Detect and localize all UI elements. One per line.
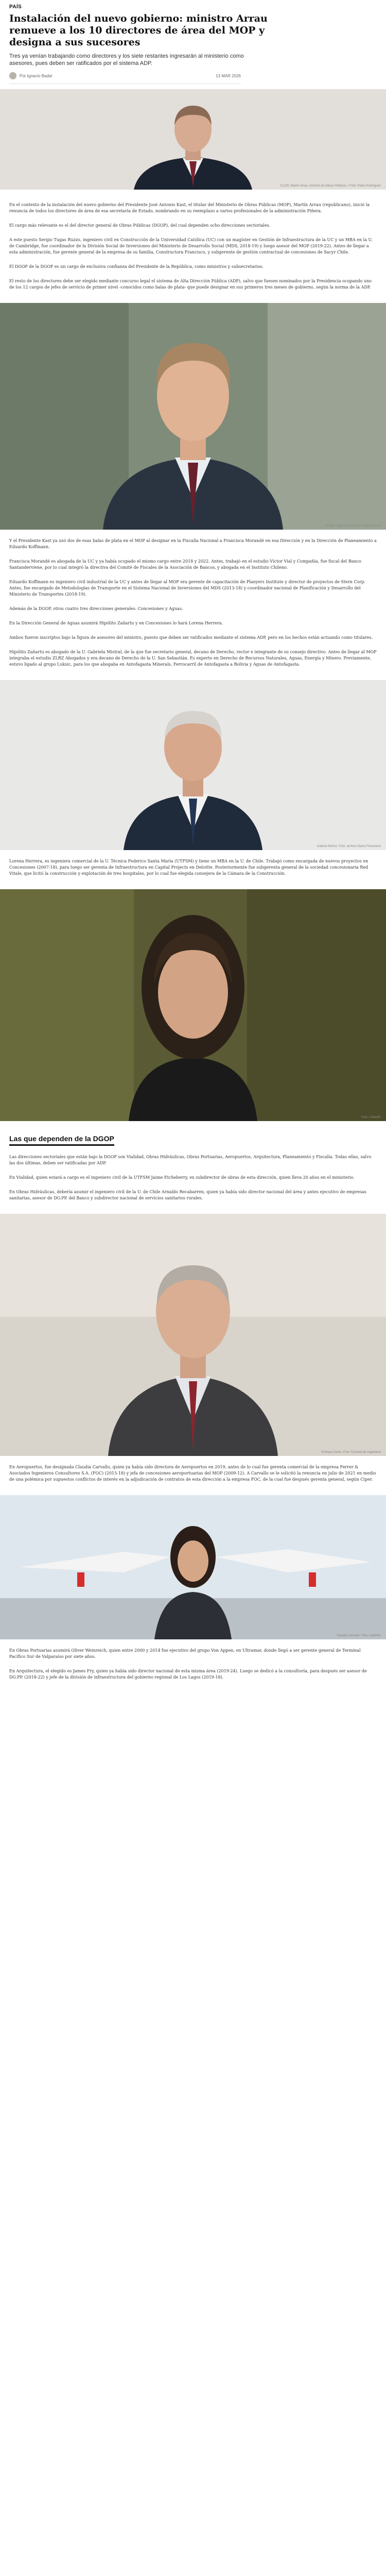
photo-caption: Foto: LinkedIn [361, 1116, 381, 1119]
sergio-tugas-portrait-image [0, 303, 386, 530]
article-lede: Tres ya venían trabajando como directores y los siete restantes ingresarán al ministerio como asesores, pues deben ser ratificados por el sistema ADP. [9, 53, 244, 66]
paragraph: El resto de los directores debe ser elegido mediante concurso legal el sistema de Alta Dirección Pública (ADP), salvo que fuesen nominados por la Presidencia ocupando uno de los 12 cargos de jefes de servicio de primer nivel -conocidos como balas de plata- que puede designar en sus primeros tres meses de gobierno, según la norma de la ADP. [9, 279, 372, 290]
paragraph: En el contexto de la instalación del nuevo gobierno del Presidente José Antonio Kast, el titular del Ministerio de Obras Públicas (MOP), Martín Arrau (republicano), inició la renuncia de todos los directores de área de esa secretaría de Estado, nombrando en su reemplazo a varios profesionales de la administración Piñera. [9, 202, 370, 213]
byline-author[interactable] [9, 72, 52, 79]
photo-claudia-carvallo [0, 1495, 386, 1639]
minister-portrait-image [0, 89, 386, 190]
photo-caption: Enrique Caroe. Foto: Escuela de Ingeniería [321, 1451, 381, 1454]
paragraph: En Vialidad, quien estará a cargo es el ingeniero civil de la UTFSM Jaime Etcheberry, ex subdirector de obras de esta dirección, quien lleva 20 años en el ministerio. [9, 1175, 355, 1180]
section-tag[interactable]: PAÍS [9, 4, 22, 10]
paragraph: En la Dirección General de Aguas asumirá Hipólito Zañartu y en Concesiones lo hará Lorena Herrera. [9, 621, 223, 625]
publish-date: 13 MAR 2026 [216, 73, 241, 78]
photo-gabriel-munoz [0, 680, 386, 850]
paragraph: En Arquitectura, el elegido es James Fry, quien ya había sido director nacional de esta misma área (2019-24). Luego se dedicó a la consultoría, para después ser asesor de DG.PP. (2018-22) y jefe de la división de infraestructura del gobierno regional de Los Lagos (2019-18). [9, 1669, 367, 1680]
paragraph: En Obras Portuarias asumirá Oliver Weinreich, quien entre 2000 y 2014 fue ejecutivo del grupo Von Appen, en Ultramar, donde llegó a ser gerente general de Terminal Pacífico Sur de Valparaíso por siete años. [9, 1648, 361, 1659]
gabriel-munoz-portrait-image [0, 680, 386, 850]
section-subhead: Las que dependen de la DGOP [9, 1134, 114, 1146]
photo-enrique-caroe [0, 1214, 386, 1456]
paragraph: Francisca Morandé es abogada de la UC y ya había ocupado el mismo cargo entre 2018 y 2022. Antes, trabajó en el estudio Víctor Vial y Compañía, fue fiscal del Banco Santanderviene, por lo cual integró la directiva del Comité de Fiscales de la Asociación de Bancos, y abogada en el Instituto Chileno. [9, 559, 361, 570]
paragraph: Hipólito Zañartu es abogado de la U. Gabriela Mistral, de la que fue secretario general, decano de Derecho, rector e integrante de su consejo directivo. Antes de llegar al MOP integraba el estudio ZLRZ Abogados y era decano de Derecho de la U. San Sebastián. Es experto en Derecho de Recursos Naturales, Aguas, Energía y Minero. Previamente, estuvo ligado al grupo Luksic, para los que abogaba en Antofagasta Minerals, Ferrocarril de Antofagasta a Bolivia y Aguas de Antofagasta. [9, 650, 377, 667]
article-headline: Instalación del nuevo gobierno: ministro Arrau remueve a los 10 directores de área del MOP y designa a sus sucesores [9, 13, 268, 48]
photo-minister [0, 89, 386, 190]
photo-caption: Gabriel Muñoz. Foto: archivo Diario Financiero [317, 845, 381, 848]
photo-sergio-tugas [0, 303, 386, 530]
avatar [9, 72, 16, 79]
enrique-caroe-portrait-image [0, 1214, 386, 1456]
photo-lorena-herrera [0, 889, 386, 1121]
paragraph: A este puesto Sergio Tugas Ruzzo, ingeniero civil en Construcción de la Universidad Católica (UC) con un magíster en Gestión de Infraestructura de la UC y un MBA en la U. de Cambridge, fue coordinador de la División Social de Inversiones del Ministerio de Desarrollo Social (MDS, 2018-19) y luego asesor del MOP (2019-22). Antes de llegar a esta administración, fue gerente general de la empresa de su familia, Constructora Francisco, y subgerente de gestión contractual de concesiones de Sacyr Chile. [9, 238, 373, 255]
paragraph: Las direcciones sectoriales que están bajo la DGOP son Vialidad, Obras Hidráulicas, Obras Portuarias, Aeropuertos, Arquitectura, Planeamiento y Fiscalía. Todas ellas, salvo las dos últimas, deben ser ratificadas por ADP. [9, 1155, 372, 1165]
author-name[interactable]: Por Ignacio Badal [20, 73, 52, 78]
paragraph: En Aeropuertos, fue designada Claudia Carvallo, quien ya había sido directora de Aeropuertos en 2019, antes de lo cual fue gerenta comercial de la empresa Ferrer & Asociados Ingenieros Consultores S.A. (FOC) (2015-18) y jefa de concesiones aeroportuarias del MOP (2009-12). A Carvallo se le solicitó la renuncia en julio de 2021 en medio de una polémica por supuestos conflictos de interés en la adjudicación de contratos de esta dirección a la empresa FOC, de la cual fue después gerenta general, según Ciper. [9, 1465, 376, 1482]
paragraph: Eduardo Koffmann es ingeniero civil industrial de la UC y antes de llegar al MOP era gerente de capacitación de Planyers Institute y director de proyectos de Stern Corp. Antes, fue encargado de Metodologías de Transporte en el Sistema Nacional de Inversiones del MDS (2013-18) y coordinador nacional de Planificación y Desarrollo del Ministerio de Transportes (2018-19). [9, 580, 365, 597]
paragraph: El cargo más relevante es el del director general de Obras Públicas (DGOP), del cual dependen ocho direcciones sectoriales. [9, 223, 271, 228]
lorena-herrera-portrait-image [0, 889, 386, 1121]
paragraph: Y el Presidente Kast ya usó dos de esas balas de plata en el MOP al designar en la Fiscalía Nacional a Francisca Morandé en esa Dirección y en la Dirección de Planeamiento a Eduardo Koffmann. [9, 538, 377, 549]
photo-caption: Sergio Tugas Ruzzo. Foto: Agencia Uno [326, 524, 381, 528]
photo-caption: CLOS: Martín Arrau, ministro de Obras Públicas. / Foto: Pedro Rodríguez [280, 184, 381, 188]
byline [9, 72, 241, 84]
paragraph: El DGOP de la DGOP es un cargo de exclusiva confianza del Presidente de la República, como ministros y subsecretarios. [9, 264, 264, 269]
paragraph: Ambos fueron inscriptos bajo la figura de asesores del ministro, puesto que deben ser ratificados mediante el sistema ADP, pero en los hechos están actuando como titulares. [9, 635, 373, 640]
paragraph: Lorena Herrera, es ingeniera comercial de la U. Técnica Federico Santa María (UTFSM) y tiene un MBA en la U. de Chile. Trabajó como encargada de nuevos proyectos en Concesiones (2007-18), para luego ser gerenta de Infraestructura en Capital Projects en Deloitte. Posteriormente fue subgerenta general de la sociedad concesionaria Red Vitale, que licitó la construcción y explotación de tres hospitales, por lo cual fue elegida consejera de la Cámara de la Construcción. [9, 859, 369, 876]
claudia-carvallo-portrait-image [0, 1495, 386, 1639]
paragraph: En Obras Hidráulicas, debería asumir el ingeniero civil de la U. de Chile Arnaldo Recabarren, quien ya había sido director nacional del área y antes ejecutivo de empresas sanitarias, asesor de DG.PP. del Banco y subdirector nacional de servicios sanitarios rurales. [9, 1190, 366, 1200]
paragraph: Además de la DGOP, otros cuatro tres direcciones generales: Concesiones y Aguas. [9, 606, 183, 611]
photo-caption: Claudia Carvallo. Foto: LinkedIn [337, 1634, 381, 1637]
